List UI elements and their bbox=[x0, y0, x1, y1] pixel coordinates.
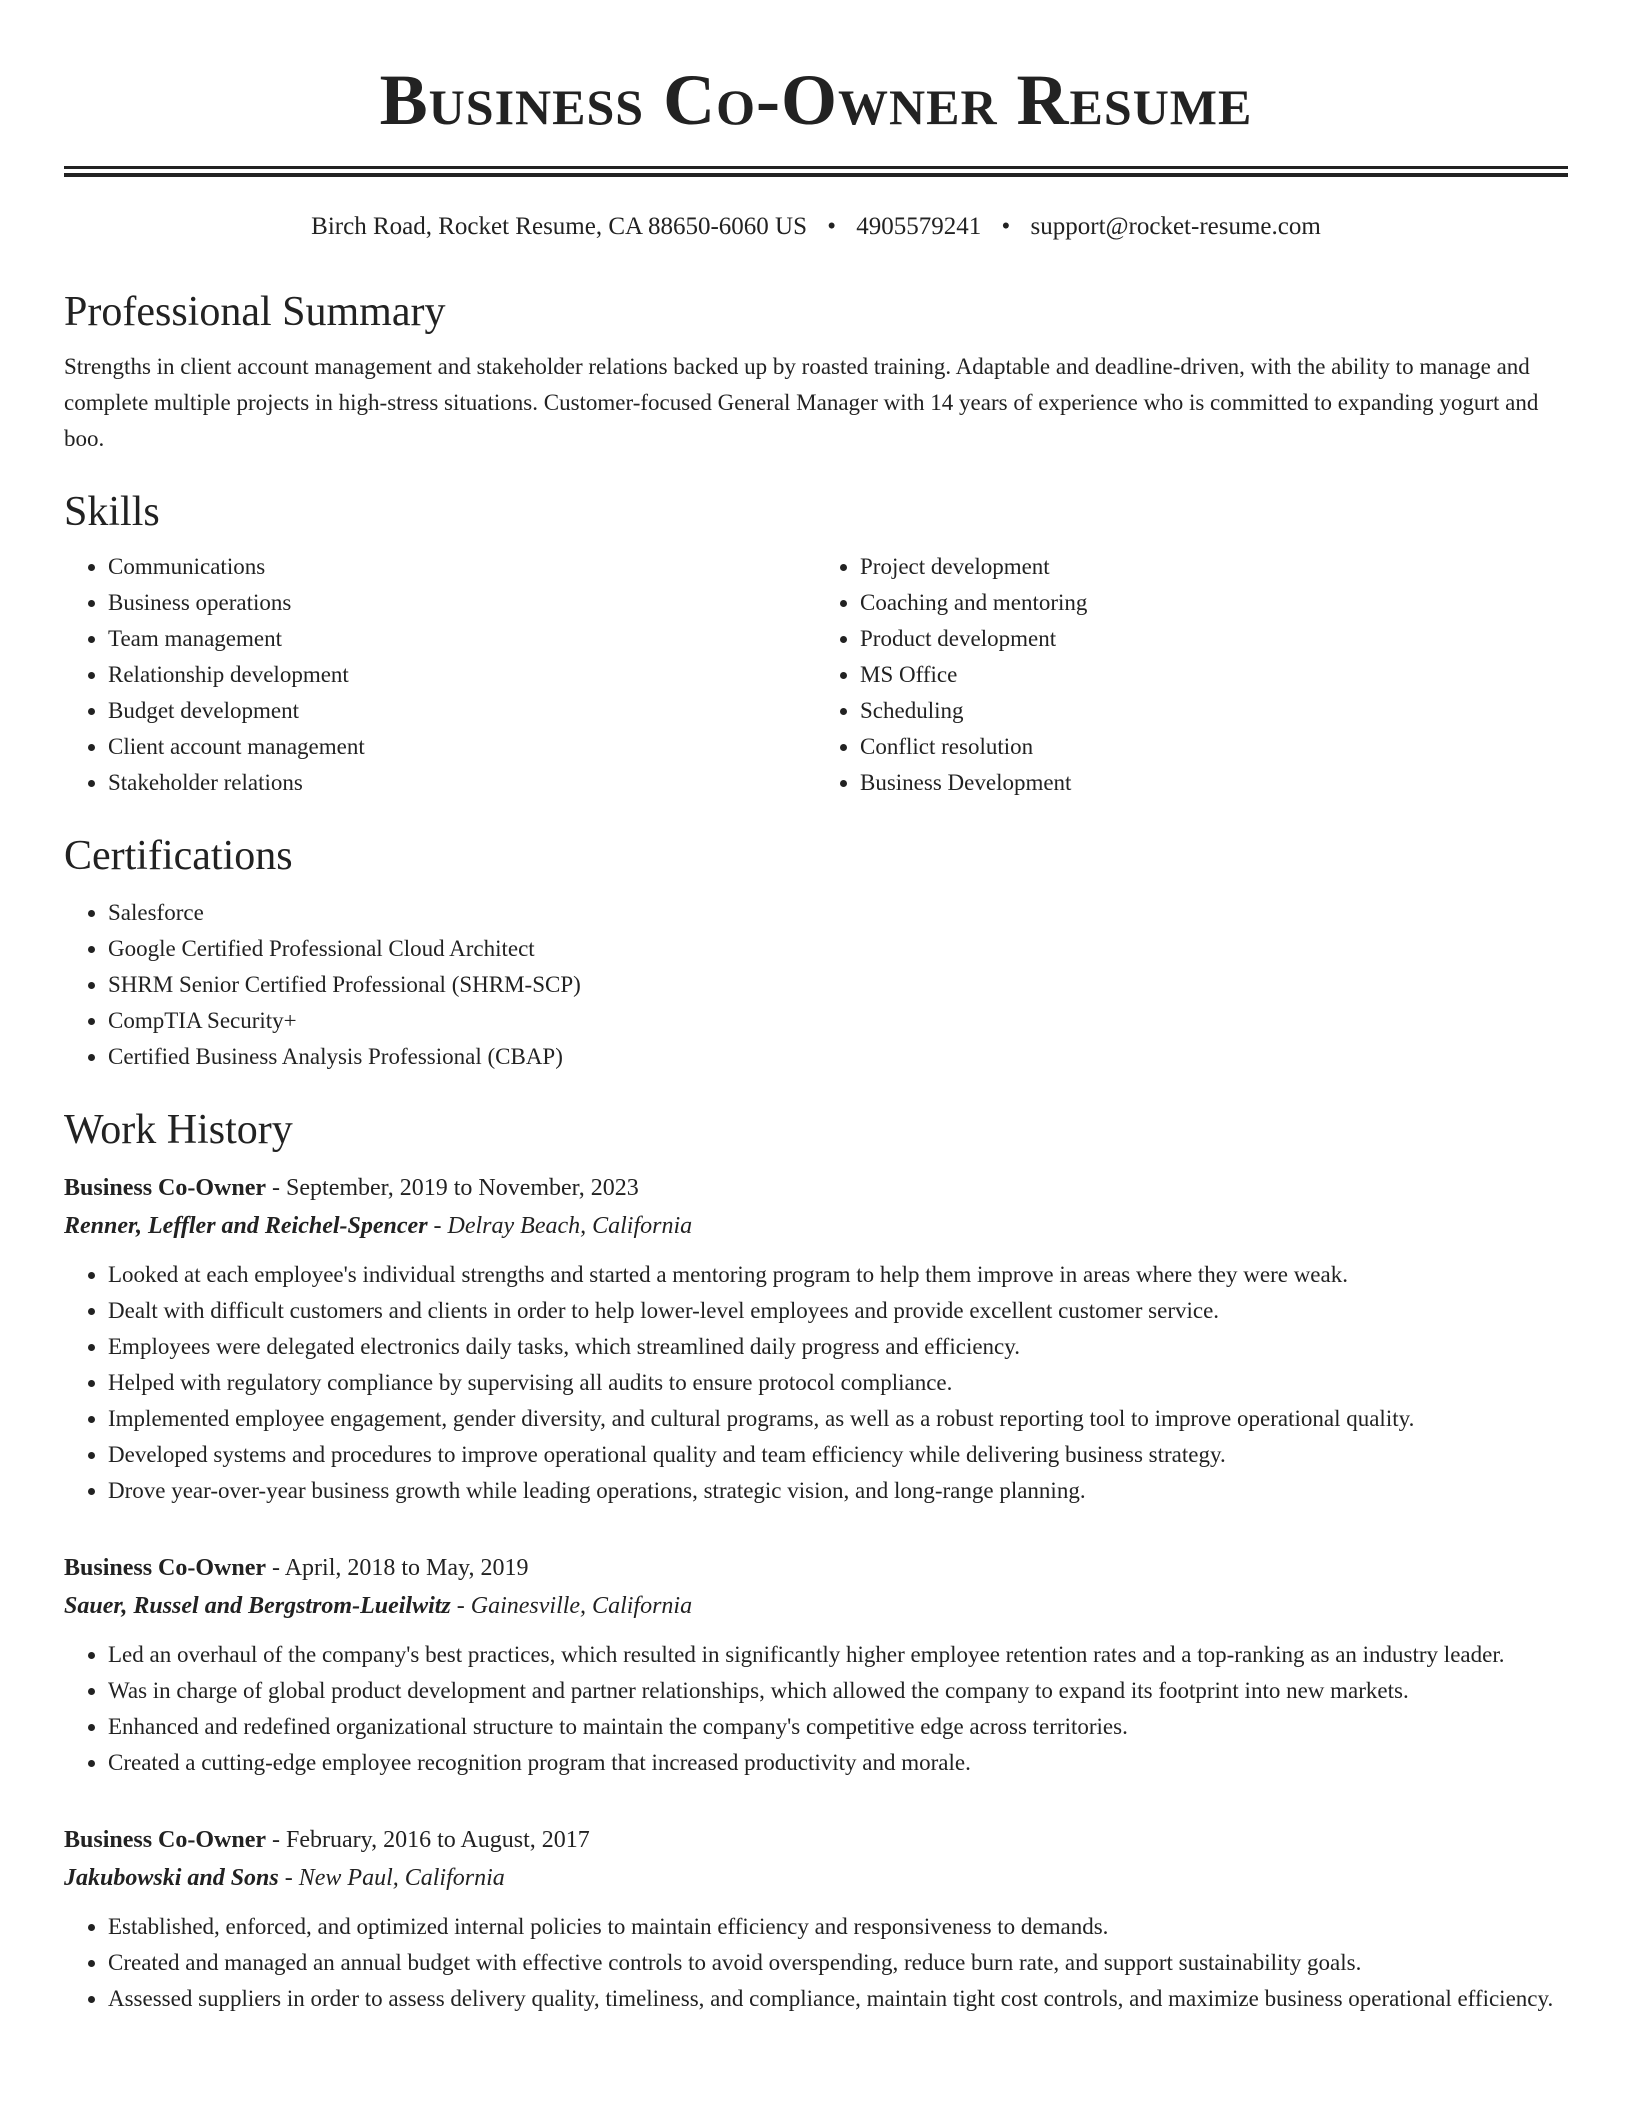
contact-phone: 4905579241 bbox=[856, 213, 982, 240]
job-company-line bbox=[64, 1859, 1568, 1897]
certification-item: • SHRM Senior Certified Professional (SHRM-SCP) bbox=[108, 967, 1568, 1003]
job-bullet: • Developed systems and procedures to improve operational quality and team efficiency while delivering business strategy. bbox=[108, 1437, 1568, 1473]
skills-column-left bbox=[64, 549, 816, 801]
contact-email[interactable]: support@rocket-resume.com bbox=[1030, 213, 1321, 240]
job-bullet: • Implemented employee engagement, gender diversity, and cultural programs, as well as a robust reporting tool to improve operational quality. bbox=[108, 1401, 1568, 1437]
skills-columns bbox=[64, 549, 1568, 801]
job-dates: - September, 2019 to November, 2023 bbox=[266, 1175, 639, 1201]
job-company-line bbox=[64, 1207, 1568, 1245]
job-entry bbox=[64, 1169, 1568, 1509]
certification-item: • Certified Business Analysis Professional (CBAP) bbox=[108, 1039, 1568, 1075]
job-bullet: • Was in charge of global product development and partner relationships, which allowed the company to expand its footprint into new markets. bbox=[108, 1673, 1568, 1709]
job-bullets bbox=[64, 1257, 1568, 1509]
skill-item: • Stakeholder relations bbox=[108, 765, 816, 801]
job-bullets bbox=[64, 1909, 1568, 2017]
skill-item: • Business Development bbox=[860, 765, 1568, 801]
skill-item: • Product development bbox=[860, 621, 1568, 657]
skill-item: • Relationship development bbox=[108, 657, 816, 693]
certifications-list bbox=[64, 895, 1568, 1075]
certification-item: • CompTIA Security+ bbox=[108, 1003, 1568, 1039]
certification-item: • Google Certified Professional Cloud Architect bbox=[108, 931, 1568, 967]
job-bullet: • Employees were delegated electronics daily tasks, which streamlined daily progress and efficiency. bbox=[108, 1329, 1568, 1365]
job-bullet: • Dealt with difficult customers and clients in order to help lower-level employees and provide excellent customer service. bbox=[108, 1293, 1568, 1329]
skills-column-right bbox=[816, 549, 1568, 801]
job-title-line bbox=[64, 1821, 1568, 1859]
contact-address: Birch Road, Rocket Resume, CA 88650-6060 US bbox=[311, 213, 807, 240]
skill-item: • Business operations bbox=[108, 585, 816, 621]
summary-heading: Professional Summary bbox=[64, 289, 446, 335]
skill-item: • Client account management bbox=[108, 729, 816, 765]
skill-item: • Team management bbox=[108, 621, 816, 657]
job-bullet: • Helped with regulatory compliance by supervising all audits to ensure protocol compliance. bbox=[108, 1365, 1568, 1401]
job-bullet: • Drove year-over-year business growth while leading operations, strategic vision, and long-range planning. bbox=[108, 1473, 1568, 1509]
skills-heading: Skills bbox=[64, 489, 160, 535]
job-company: Renner, Leffler and Reichel-Spencer bbox=[64, 1213, 428, 1239]
job-location: - Gainesville, California bbox=[450, 1593, 693, 1619]
job-bullet: • Created and managed an annual budget with effective controls to avoid overspending, reduce burn rate, and support sustainability goals. bbox=[108, 1945, 1568, 1981]
job-bullet: • Looked at each employee's individual strengths and started a mentoring program to help them improve in areas where they were weak. bbox=[108, 1257, 1568, 1293]
job-title-line bbox=[64, 1549, 1568, 1587]
job-bullet: • Enhanced and redefined organizational structure to maintain the company's competitive edge across territories. bbox=[108, 1709, 1568, 1745]
skill-item: • Scheduling bbox=[860, 693, 1568, 729]
certifications-heading: Certifications bbox=[64, 833, 293, 879]
job-dates: - February, 2016 to August, 2017 bbox=[266, 1827, 590, 1853]
skill-item: • Conflict resolution bbox=[860, 729, 1568, 765]
skill-item: • Coaching and mentoring bbox=[860, 585, 1568, 621]
job-bullet: • Established, enforced, and optimized internal policies to maintain efficiency and responsiveness to demands. bbox=[108, 1909, 1568, 1945]
job-dates: - April, 2018 to May, 2019 bbox=[266, 1555, 529, 1581]
job-bullets bbox=[64, 1637, 1568, 1781]
job-entry bbox=[64, 1549, 1568, 1781]
job-entry bbox=[64, 1821, 1568, 2017]
job-bullet: • Assessed suppliers in order to assess delivery quality, timeliness, and compliance, maintain tight cost controls, and maximize business operational efficiency. bbox=[108, 1981, 1568, 2017]
contact-separator: • bbox=[827, 213, 836, 240]
skill-item: • MS Office bbox=[860, 657, 1568, 693]
page-title: Business Co-Owner Resume bbox=[379, 60, 1253, 140]
job-role: Business Co-Owner bbox=[64, 1555, 267, 1581]
title-divider bbox=[64, 166, 1568, 177]
job-role: Business Co-Owner bbox=[64, 1827, 267, 1853]
job-company-line bbox=[64, 1587, 1568, 1625]
job-company: Sauer, Russel and Bergstrom-Lueilwitz bbox=[64, 1593, 451, 1619]
job-title-line bbox=[64, 1169, 1568, 1207]
job-bullet: • Led an overhaul of the company's best practices, which resulted in significantly higher employee retention rates and a top-ranking as an industry leader. bbox=[108, 1637, 1568, 1673]
job-location: - New Paul, California bbox=[278, 1865, 505, 1891]
certification-item: • Salesforce bbox=[108, 895, 1568, 931]
skills-list-left bbox=[64, 549, 816, 801]
contact-separator: • bbox=[1001, 213, 1011, 240]
contact-line bbox=[64, 211, 1568, 243]
job-bullet: • Created a cutting-edge employee recognition program that increased productivity and morale. bbox=[108, 1745, 1568, 1781]
job-company: Jakubowski and Sons bbox=[64, 1865, 279, 1891]
skills-list-right bbox=[816, 549, 1568, 801]
work-history-heading: Work History bbox=[64, 1107, 293, 1153]
skill-item: • Project development bbox=[860, 549, 1568, 585]
job-role: Business Co-Owner bbox=[64, 1175, 267, 1201]
skill-item: • Communications bbox=[108, 549, 816, 585]
skill-item: • Budget development bbox=[108, 693, 816, 729]
summary-text: Strengths in client account management and stakeholder relations backed up by roasted training. Adaptable and deadline-driven, with the ability to manage and complete multiple projects in high-stress situations. Customer-focused General Manager with 14 years of experience who is committed to expanding yogurt and boo. bbox=[64, 354, 1539, 451]
job-location: - Delray Beach, California bbox=[427, 1213, 693, 1239]
